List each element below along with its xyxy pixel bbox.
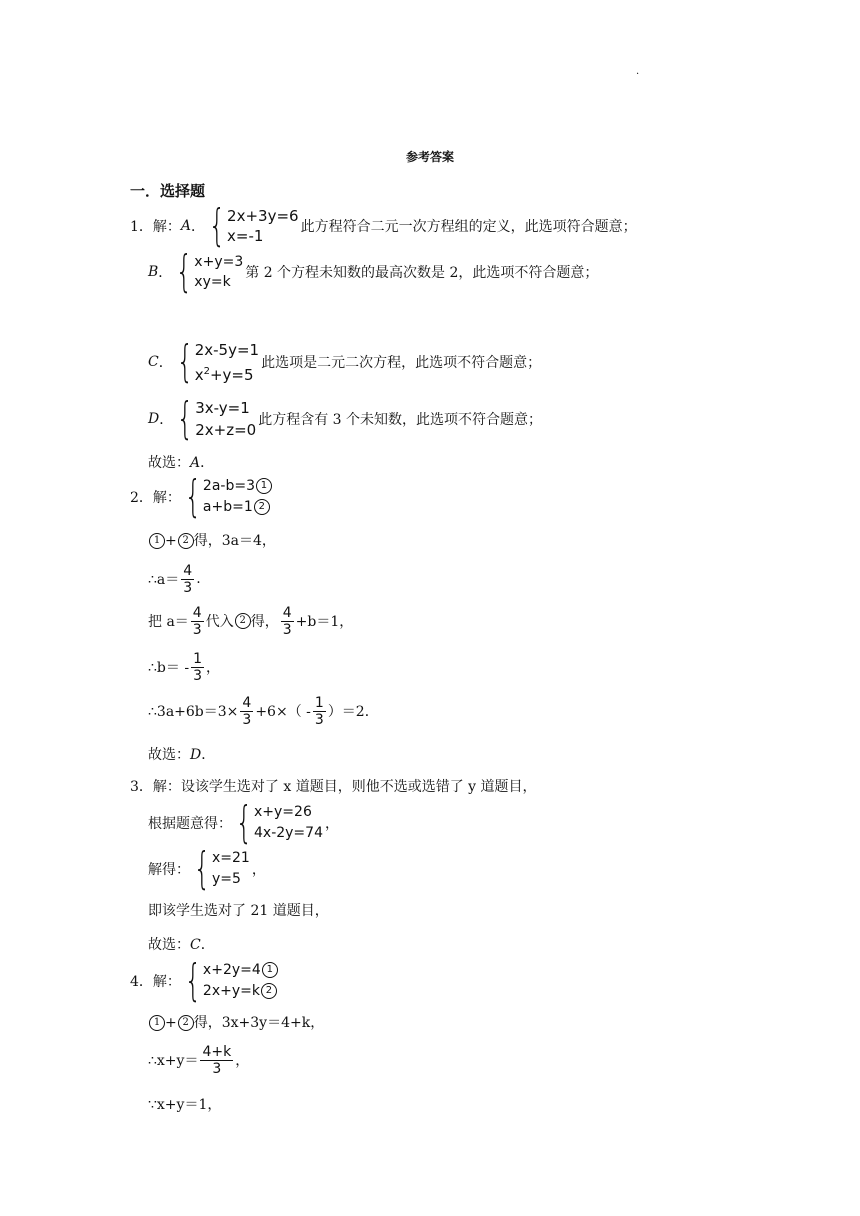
q3-eq2: 4x-2y=74 [254,825,323,841]
q4-eq1: x+2y=4 1 [203,960,278,981]
q1-a-eq1: 2x+3y=6 [227,207,299,225]
circle-2-icon: 2 [235,613,251,629]
q1-b-system [174,246,244,297]
q1-number: 1． [130,219,153,235]
brace-icon: { [235,797,253,848]
q1-a-dot: ． [191,219,206,235]
q1-c-system [175,336,260,387]
q4-system [183,955,278,1006]
fraction: $\frac{4}{3}$ [183,562,193,596]
q1-a-eq2: x=-1 [227,227,264,245]
circle-1-icon: 1 [149,533,165,549]
circle-2-icon: 2 [178,1015,194,1031]
brace-icon: { [208,200,226,251]
q1-option-c [148,338,541,386]
q2-lead: 解： [152,490,181,506]
q3-sol1: x=21 [212,850,250,866]
q1-d-dot: ． [159,412,174,428]
fraction: $\frac{4}{3}$ [282,604,292,638]
circle-1-icon: 1 [256,478,272,494]
q2-step3: 把 a＝ $\frac{4}{3}$ 代入 2 得， $\frac{4}{3}$ +b＝1， [148,604,354,638]
fraction: $\frac{4}{3}$ [192,604,202,638]
brace-icon: { [193,843,211,894]
q1-d-eq2: 2x+z=0 [195,421,257,439]
circle-1-icon: 1 [149,1015,165,1031]
q1-option-b [148,246,599,297]
q1-c-eq1: 2x-5y=1 [194,340,260,359]
q2-eq1: 2a-b=3 1 [203,476,272,497]
q1-d-text: 此方程含有 3 个未知数，此选项不符合题意； [258,412,543,428]
brace-icon: { [184,955,202,1006]
fraction: $\frac{1}{3}$ [193,650,202,684]
q1-b-label: B [148,264,159,280]
q2-system-line [130,471,274,522]
q3-line1: 3．解：设该学生选对了 x 道题目，则他不选或选错了 y 道题目， [130,779,537,795]
page-title: 参考答案 [406,150,455,164]
q1-d-eq1: 3x-y=1 [195,399,250,417]
q2-step2: ∴a＝ $\frac{4}{3}$ . [148,562,201,596]
q2-system [183,471,272,522]
q2-answer: 故选：D． [148,747,216,763]
brace-icon: { [184,471,202,522]
circle-1-icon: 1 [262,962,278,978]
corner-mark: . [636,66,640,77]
q4-system-line: 4． 解： { x+2y=4 1 2x+y=k 2 [130,958,280,1004]
q3-line4: 即该学生选对了 21 道题目， [148,903,329,919]
q3-system [234,797,323,848]
q1-a-system [207,200,299,251]
brace-icon: { [176,393,194,444]
q2-step5: ∴3a+6b＝3× $\frac{4}{3}$ +6×（ - $\frac{1}{3}$ ）＝2． [148,694,379,728]
q3-solution [192,843,250,894]
q1-b-text: 第 2 个方程未知数的最高次数是 2，此选项不符合题意； [245,265,599,281]
q1-c-text: 此选项是二元二次方程，此选项不符合题意； [261,355,542,371]
fraction: $\frac{4}{3}$ [242,694,252,728]
q3-line2: 根据题意得： { x+y=26 4x-2y=74 ， [148,797,339,848]
circle-2-icon: 2 [261,983,277,999]
q1-answer: 故选：A． [148,455,215,471]
q2-eq2: a+b=1 2 [203,497,272,518]
q3-sol2: y=5 [212,871,241,887]
q1-option-d [148,393,543,444]
q1-a-label: A [180,218,192,234]
brace-icon: { [175,246,193,297]
q3-answer: 故选：C． [148,937,215,953]
section-heading: 一．选择题 [130,182,206,200]
circle-2-icon: 2 [254,499,270,515]
q1-c-label: C [148,354,159,370]
brace-icon: { [176,336,194,387]
q1-b-eq1: x+y=3 [194,254,244,270]
q2-number: 2． [130,490,153,506]
q4-eq2: 2x+y=k 2 [203,981,278,1002]
q1-option-a [130,200,637,251]
circle-2-icon: 2 [178,533,194,549]
fraction: $\frac{1}{3}$ [314,694,324,728]
q1-d-label: D [148,411,160,427]
q4-step2: ∴x+y＝ $\frac{4+k}{3}$ ， [148,1043,250,1077]
fraction: $\frac{4+k}{3}$ [202,1043,232,1077]
q1-lead: 解： [152,219,181,235]
q1-b-dot: ． [158,265,173,281]
q1-c-eq2: $x^2+y=5$ [194,365,254,384]
q4-step3: ∵x+y＝1， [148,1097,222,1113]
q3-eq1: x+y=26 [254,804,312,820]
q1-d-system [175,393,257,444]
q2-step4: ∴b＝ - $\frac{1}{3}$ ， [148,650,220,684]
q3-line3: 解得： { x=21 y=5 ， [148,843,266,894]
q4-step1: 1 + 2 得，3x+3y＝4+k， [148,1012,324,1032]
q1-b-eq2: xy=k [194,274,231,290]
q1-a-text: 此方程符合二元一次方程组的定义，此选项符合题意； [300,219,637,235]
q1-c-dot: ． [158,355,173,371]
q2-step1: 1 + 2 得，3a＝4， [148,530,276,550]
